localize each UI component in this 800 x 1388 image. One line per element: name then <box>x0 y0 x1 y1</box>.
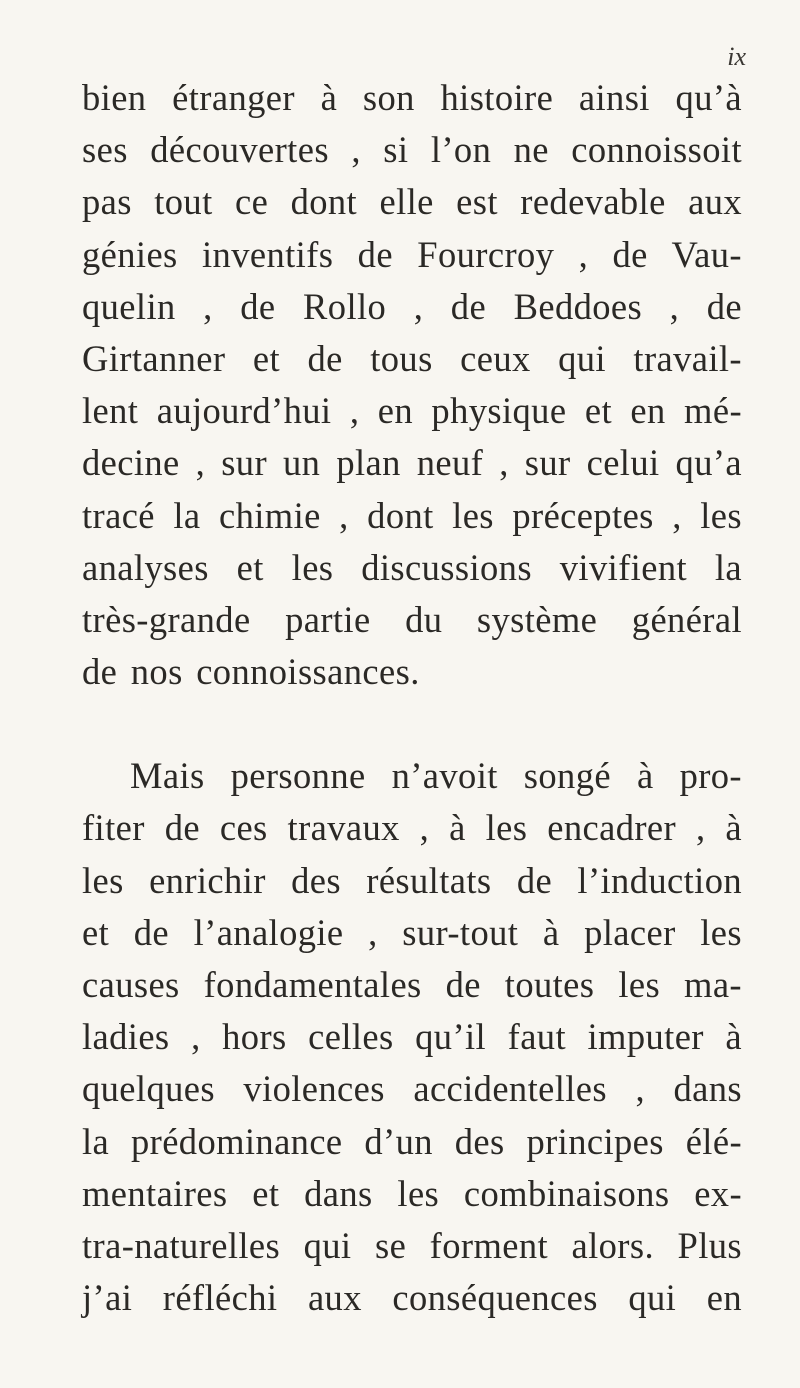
text-line: quelin , de Rollo , de Beddoes , de <box>82 285 742 327</box>
text-line: bien étranger à son histoire ainsi qu’à <box>82 77 742 118</box>
text-line: tra-naturelles qui se forment alors. Plus <box>82 1224 742 1266</box>
text-line: causes fondamentales de toutes les ma- <box>82 964 742 1005</box>
paragraph-1 <box>82 72 742 698</box>
text-line: fiter de ces travaux , à les encadrer , à <box>82 807 742 849</box>
text-line: Mais personne n’avoit songé à pro- <box>130 755 742 797</box>
text-line: mentaires et dans les combinaisons ex- <box>82 1172 742 1214</box>
page-number: ix <box>727 42 746 71</box>
text-line: lent aujourd’hui , en physique et en mé- <box>82 390 742 432</box>
text-line: ses découvertes , si l’on ne connoissoit <box>82 129 742 171</box>
text-line: de nos connoissances. <box>82 651 420 693</box>
text-line: ladies , hors celles qu’il faut imputer à <box>82 1016 742 1058</box>
body-text <box>82 72 742 1324</box>
text-line: decine , sur un plan neuf , sur celui qu’a <box>82 442 742 484</box>
text-line: analyses et les discussions vivifient la <box>82 546 742 588</box>
paragraph-gap <box>82 698 742 750</box>
text-line: pas tout ce dont elle est redevable aux <box>82 181 742 223</box>
text-line: Girtanner et de tous ceux qui travail- <box>82 337 742 379</box>
text-line: j’ai réfléchi aux conséquences qui en <box>82 1277 742 1319</box>
text-line: tracé la chimie , dont les préceptes , les <box>82 494 742 536</box>
text-line: les enrichir des résultats de l’induction <box>82 859 742 901</box>
text-line: très-grande partie du système général <box>82 598 742 640</box>
text-line: quelques violences accidentelles , dans <box>82 1068 742 1110</box>
text-line: et de l’analogie , sur-tout à placer les <box>82 911 742 953</box>
paragraph-2 <box>82 750 742 1324</box>
text-line: génies inventifs de Fourcroy , de Vau- <box>82 233 742 275</box>
text-line: la prédominance d’un des principes élé- <box>82 1120 742 1162</box>
